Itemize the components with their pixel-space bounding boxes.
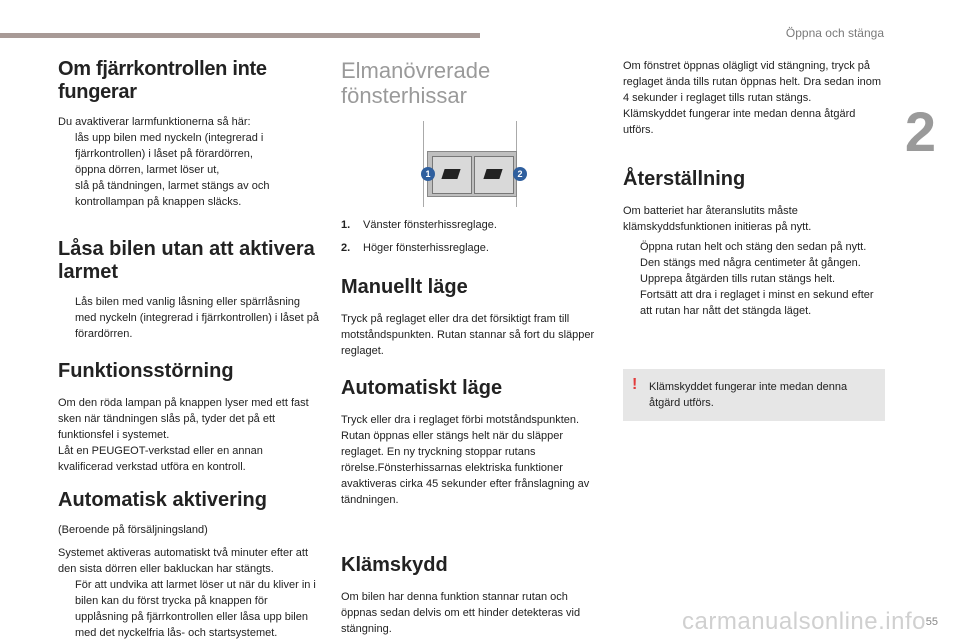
list-item: Öppna rutan helt och stäng den sedan på nytt. Den stängs med några centimeter åt gången. <box>640 241 867 269</box>
paragraph: Låt en PEUGEOT-verkstad eller en annan kvalificerad verkstad utföra en kontroll. <box>58 445 263 473</box>
list-item: öppna dörren, larmet löser ut, <box>75 164 220 176</box>
callout-badge-1: 1 <box>421 167 435 181</box>
switch-panel <box>427 151 517 197</box>
header-rule <box>0 33 480 38</box>
heading-anti-pinch: Klämskydd <box>341 553 448 576</box>
bullet-list <box>58 577 320 641</box>
list-item: Fortsätt att dra i reglaget i minst en sekund efter att rutan har nått det stängda läget. <box>640 289 874 317</box>
heading-malfunction: Funktionsstörning <box>58 360 234 382</box>
paragraph: (Beroende på försäljningsland) <box>58 524 208 536</box>
list-item: slå på tändningen, larmet stängs av och kontrollampan på knappen släcks. <box>75 180 270 208</box>
list-item: 1. Vänster fönsterhissreglage. <box>341 218 497 231</box>
list-item: Lås bilen med vanlig låsning eller spärrlåsning med nyckeln (integrerad i fjärrkontrollen) i låset på förardörren. <box>75 296 319 340</box>
window-switch-illustration <box>421 121 541 209</box>
paragraph: Tryck eller dra i reglaget förbi motståndspunkten. Rutan öppnas eller stängs helt när du släpper reglaget. En ny tryckning stoppar rutans rörelse.Fönsterhissarnas elektriska funktioner avaktiveras cirka 45 sekunder efter frånslagning av tändningen. <box>341 413 590 506</box>
page-number: 55 <box>925 616 938 628</box>
heading-remote-not-working: Om fjärrkontrollen inte fungerar <box>58 58 267 103</box>
paragraph: Du avaktiverar larmfunktionerna så här: <box>58 116 251 128</box>
numbered-list <box>341 217 603 256</box>
column-middle <box>341 58 603 637</box>
paragraph: Om batteriet har återanslutits måste klämskyddsfunktionen initieras på nytt. <box>623 205 812 233</box>
list-item: lås upp bilen med nyckeln (integrerad i fjärrkontrollen) i låset på förardörren, <box>75 132 264 160</box>
list-item: För att undvika att larmet löser ut när du kliver in i bilen kan du först trycka på knappen för upplåsning på fjärrkontrollen eller låsa upp bilen med det nyckelfria lås- och startsystemet. <box>75 579 316 639</box>
watermark: carmanualsonline.info <box>682 608 926 635</box>
right-window-switch-icon <box>474 156 514 194</box>
bullet-list <box>623 239 885 319</box>
heading-automatic-mode: Automatiskt läge <box>341 376 503 399</box>
column-right <box>623 58 885 421</box>
callout-badge-2: 2 <box>513 167 527 181</box>
exclamation-icon: ! <box>632 376 638 393</box>
heading-reset: Återställning <box>623 168 746 190</box>
heading-manual-mode: Manuellt läge <box>341 275 468 298</box>
paragraph: Klämskyddet fungerar inte medan denna åtgärd utförs. <box>623 108 856 136</box>
heading-power-windows: Elmanövrerade fönsterhissar <box>341 58 491 109</box>
chapter-number: 2 <box>904 100 936 163</box>
paragraph: Om fönstret öppnas olägligt vid stängning, tryck på reglaget ända tills rutan öppnas helt. Dra sedan inom 4 sekunder i reglaget tills rutan stängs. <box>623 60 882 104</box>
paragraph: Om den röda lampan på knappen lyser med ett fast sken när tändningen slås på, tyder det på ett funktionsfel i systemet. <box>58 397 309 441</box>
heading-lock-without-alarm: Låsa bilen utan att aktivera larmet <box>58 238 315 283</box>
warning-text: Klämskyddet fungerar inte medan denna åtgärd utförs. <box>649 381 848 409</box>
list-item: 2. Höger fönsterhissreglage. <box>341 241 489 254</box>
paragraph: Tryck på reglaget eller dra det försiktigt fram till motståndspunkten. Rutan stannar så fort du släpper reglaget. <box>341 312 595 357</box>
heading-auto-activation: Automatisk aktivering <box>58 489 267 511</box>
bullet-list <box>58 294 320 342</box>
warning-box <box>623 369 885 421</box>
section-title: Öppna och stänga <box>785 26 884 40</box>
list-item: Upprepa åtgärden tills rutan stängs helt. <box>640 273 836 285</box>
paragraph: Systemet aktiveras automatiskt två minuter efter att den sista dörren eller bakluckan har stängts. <box>58 547 309 575</box>
paragraph: Om bilen har denna funktion stannar rutan och öppnas sedan delvis om ett hinder detekteras vid stängning. <box>341 590 581 635</box>
column-left <box>58 58 320 641</box>
bullet-list <box>58 130 320 210</box>
left-window-switch-icon <box>432 156 472 194</box>
